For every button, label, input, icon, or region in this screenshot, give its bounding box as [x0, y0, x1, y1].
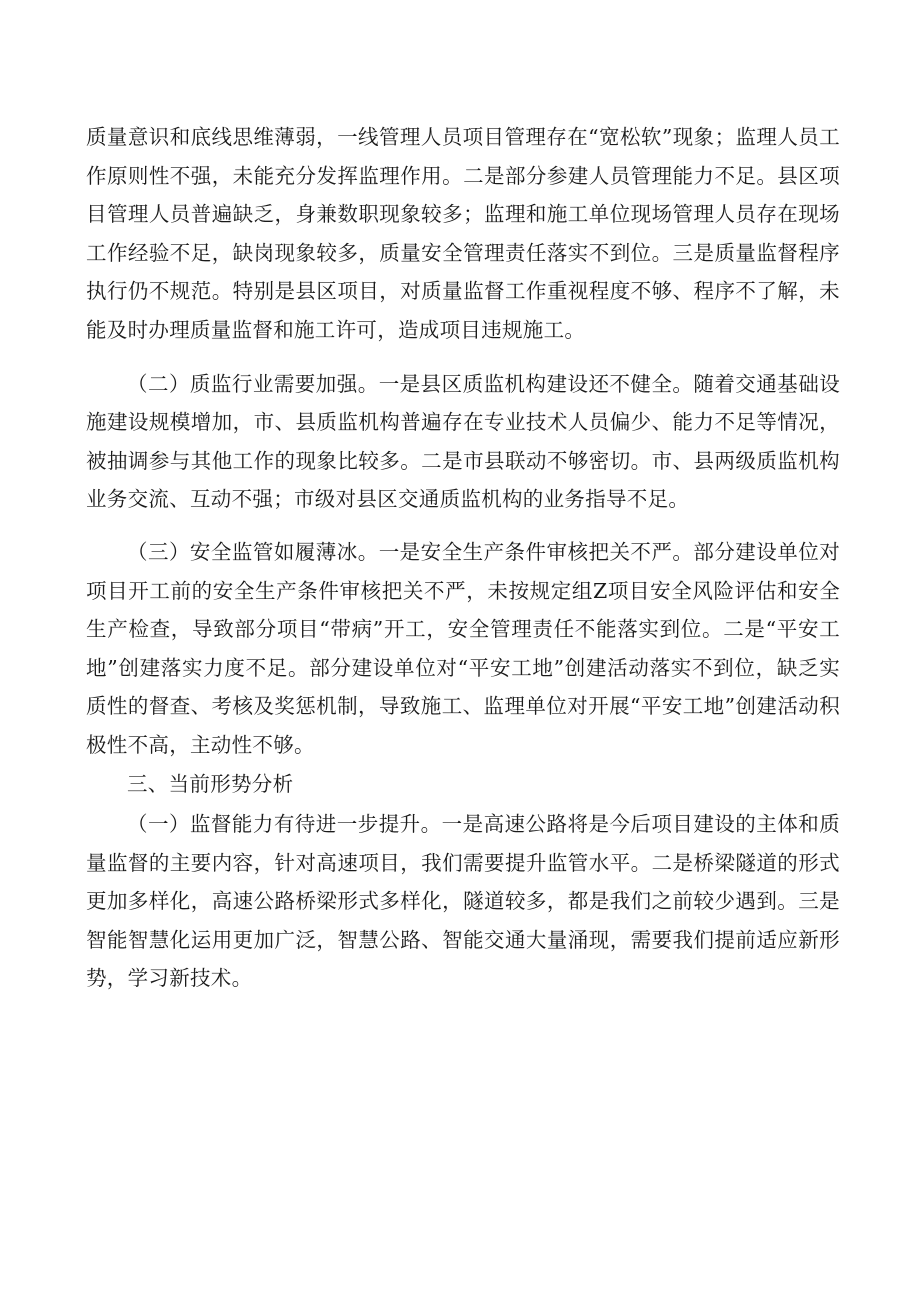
paragraph-continuation: 质量意识和底线思维薄弱，一线管理人员项目管理存在“宽松软”现象；监理人员工作原则性不强，未能充分发挥监理作用。二是部分参建人员管理能力不足。县区项目管理人员普遍缺乏，身兼数职现象较多；监理和施工单位现场管理人员存在现场工作经验不足，缺岗现象较多，质量安全管理责任落实不到位。三是质量监督程序执行仍不规范。特别是县区项目，对质量监督工作重视程度不够、程序不了解，未能及时办理质量监督和施工许可，造成项目违规施工。 — [86, 125, 840, 342]
paragraph-supervision-capacity: （一）监督能力有待进一步提升。一是高速公路将是今后项目建设的主体和质量监督的主要内容，针对高速项目，我们需要提升监管水平。二是桥梁隧道的形式更加多样化，高速公路桥梁形式多样化，隧道较多，都是我们之前较少遇到。三是智能智慧化运用更加广泛，智慧公路、智能交通大量涌现，需要我们提前适应新形势，学习新技术。 — [86, 812, 840, 991]
paragraph-quality-supervision-industry: （二）质监行业需要加强。一是县区质监机构建设还不健全。随着交通基础设施建设规模增加，市、县质监机构普遍存在专业技术人员偏少、能力不足等情况，被抽调参与其他工作的现象比较多。二是市县联动不够密切。市、县两级质监机构业务交流、互动不强；市级对县区交通质监机构的业务指导不足。 — [86, 371, 840, 512]
section-heading: 三、当前形势分析 — [127, 771, 294, 796]
document-page — [86, 118, 840, 998]
paragraph-safety-supervision: （三）安全监管如履薄冰。一是安全生产条件审核把关不严。部分建设单位对项目开工前的安全生产条件审核把关不严，未按规定组Z项目安全风险评估和安全生产检查，导致部分项目“带病”开工，安全管理责任不能落实到位。二是“平安工地”创建落实力度不足。部分建设单位对“平安工地”创建活动落实不到位，缺乏实质性的督查、考核及奖惩机制，导致施工、监理单位对开展“平安工地”创建活动积极性不高，主动性不够。 — [86, 539, 840, 757]
